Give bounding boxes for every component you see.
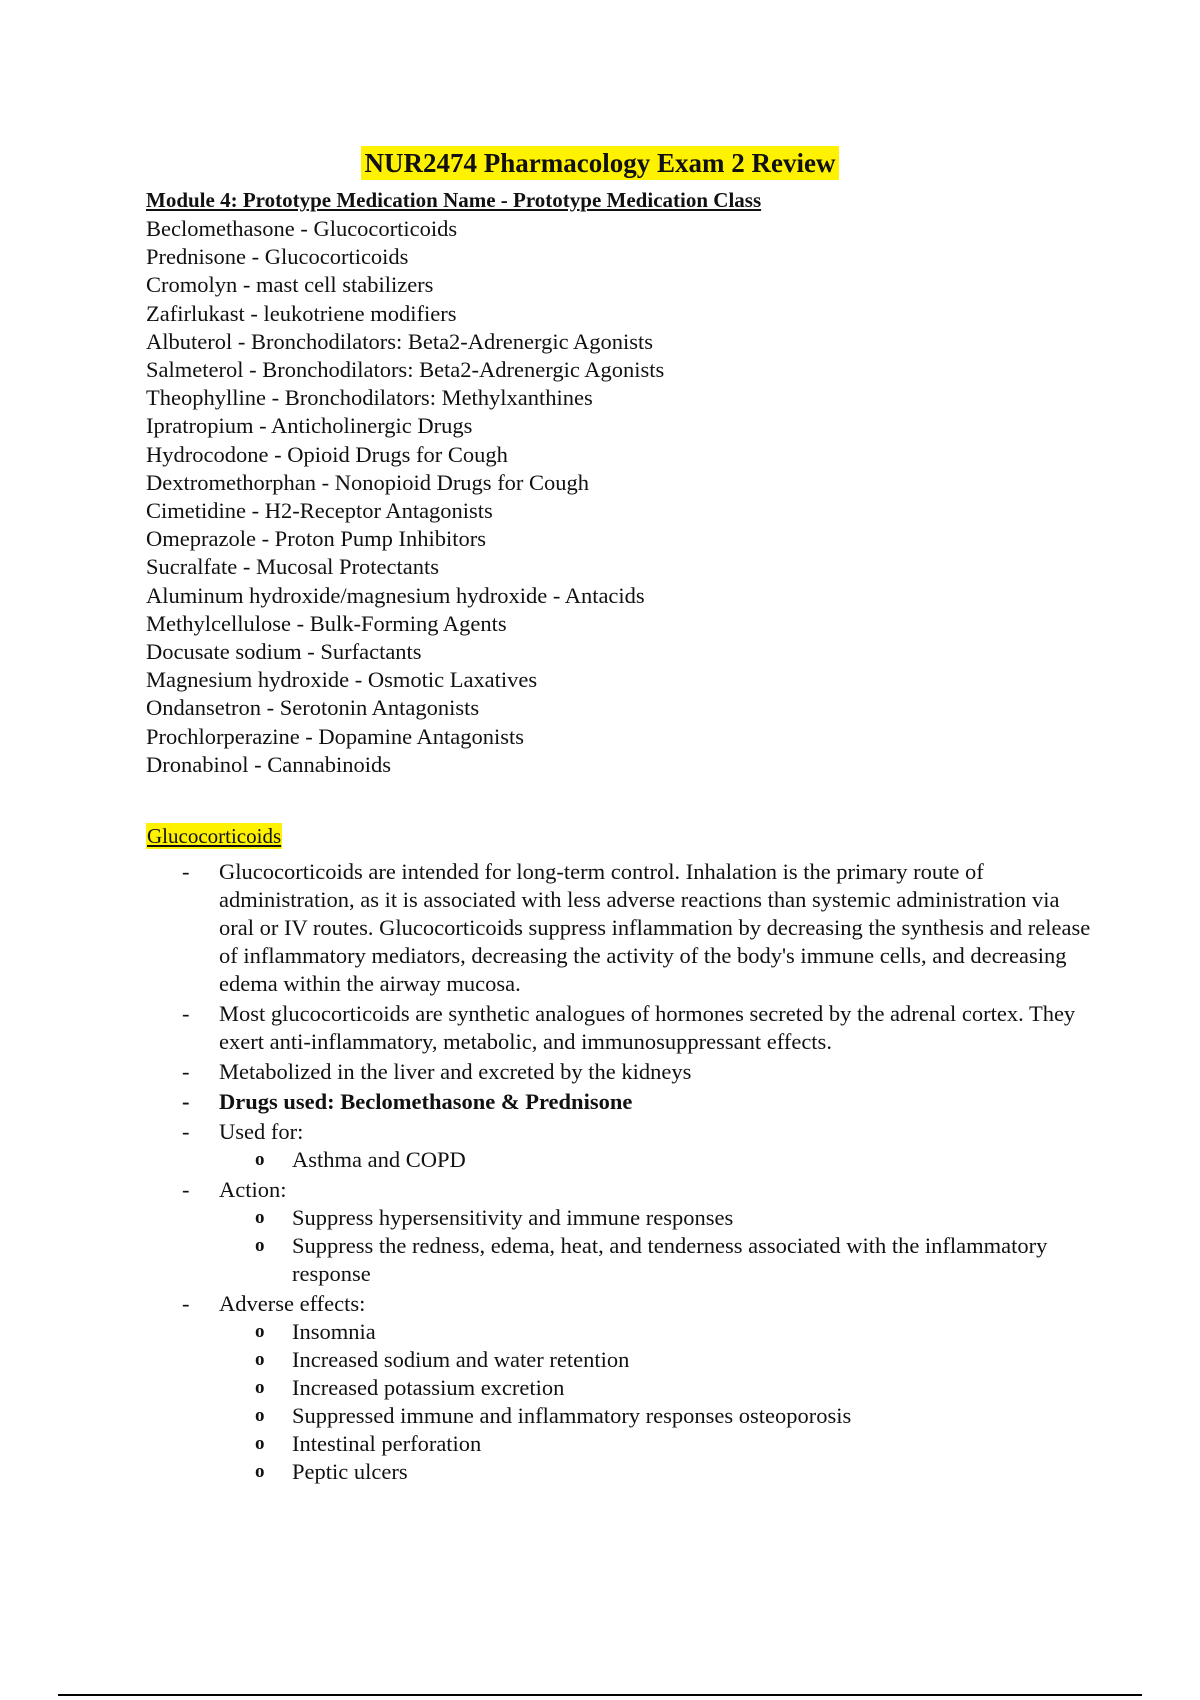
sub-item: o Increased sodium and water retention [219, 1346, 1099, 1374]
section-heading: Glucocorticoids [147, 824, 282, 848]
sub-item: o Asthma and COPD [219, 1146, 1099, 1174]
medication-item: Omeprazole - Proton Pump Inhibitors [146, 526, 486, 552]
bullet-used-for [0, 1118, 1099, 1174]
used-for-label: Used for: [219, 1119, 304, 1144]
adverse-list [219, 1318, 1099, 1486]
sub-item: o Intestinal perforation [219, 1430, 1099, 1458]
medication-item: Salmeterol - Bronchodilators: Beta2-Adrenergic Agonists [146, 357, 665, 383]
adverse-label: Adverse effects: [219, 1291, 366, 1316]
bullet-drugs-used: - Drugs used: Beclomethasone & Prednisone [0, 1088, 1099, 1116]
medication-item: Hydrocodone - Opioid Drugs for Cough [146, 441, 508, 467]
document-title: NUR2474 Pharmacology Exam 2 Review [361, 146, 840, 180]
bullet-adverse-effects [0, 1290, 1099, 1486]
medication-item: Dronabinol - Cannabinoids [146, 751, 391, 777]
medication-item: Docusate sodium - Surfactants [146, 639, 422, 665]
bullet-paragraph: - Glucocorticoids are intended for long-term control. Inhalation is the primary route of administration, as it is associated with less adverse reactions than systemic administration via oral or IV routes. Glucocorticoids suppress inflammation by decreasing the synthesis and release of inflammatory mediators, decreasing the activity of the body's immune cells, and decreasing edema within the airway mucosa. [0, 858, 1099, 998]
medication-list [146, 215, 664, 779]
sub-item: o Insomnia [219, 1318, 1099, 1346]
title-wrap [0, 146, 1200, 180]
sub-item: o Suppressed immune and inflammatory responses osteoporosis [219, 1402, 1099, 1430]
bullet-metabolism: - Metabolized in the liver and excreted by the kidneys [0, 1058, 1099, 1086]
medication-item: Aluminum hydroxide/magnesium hydroxide - Antacids [146, 582, 645, 608]
action-list [219, 1204, 1099, 1288]
glucocorticoids-bullets [0, 858, 1200, 1486]
module-heading: Module 4: Prototype Medication Name - Prototype Medication Class [146, 188, 762, 212]
medication-item: Sucralfate - Mucosal Protectants [146, 554, 440, 580]
bullet-action [0, 1176, 1099, 1288]
medication-item: Beclomethasone - Glucocorticoids [146, 216, 458, 241]
medication-item: Methylcellulose - Bulk-Forming Agents [146, 610, 507, 636]
medication-item: Ipratropium - Anticholinergic Drugs [146, 413, 473, 439]
action-label: Action: [219, 1177, 287, 1202]
footer-rule [58, 1694, 1142, 1696]
sub-item: o Suppress the redness, edema, heat, and tenderness associated with the inflammatory response [219, 1232, 1099, 1288]
used-for-list [219, 1146, 1099, 1174]
medication-item: Albuterol - Bronchodilators: Beta2-Adrenergic Agonists [146, 328, 653, 354]
bullet-paragraph: - Most glucocorticoids are synthetic analogues of hormones secreted by the adrenal cortex. They exert anti-inflammatory, metabolic, and immunosuppressant effects. [0, 1000, 1099, 1056]
medication-item: Cromolyn - mast cell stabilizers [146, 272, 434, 298]
sub-item: o Suppress hypersensitivity and immune responses [219, 1204, 1099, 1232]
medication-item: Cimetidine - H2-Receptor Antagonists [146, 498, 493, 524]
medication-item: Prednisone - Glucocorticoids [146, 244, 409, 270]
medication-item: Dextromethorphan - Nonopioid Drugs for Cough [146, 469, 590, 495]
medication-item: Magnesium hydroxide - Osmotic Laxatives [146, 667, 538, 693]
sub-item: o Increased potassium excretion [219, 1374, 1099, 1402]
medication-item: Zafirlukast - leukotriene modifiers [146, 300, 457, 326]
sub-item: o Peptic ulcers [219, 1458, 1099, 1486]
medication-item: Prochlorperazine - Dopamine Antagonists [146, 723, 525, 749]
medication-item: Theophylline - Bronchodilators: Methylxanthines [146, 385, 593, 411]
medication-item: Ondansetron - Serotonin Antagonists [146, 695, 480, 721]
